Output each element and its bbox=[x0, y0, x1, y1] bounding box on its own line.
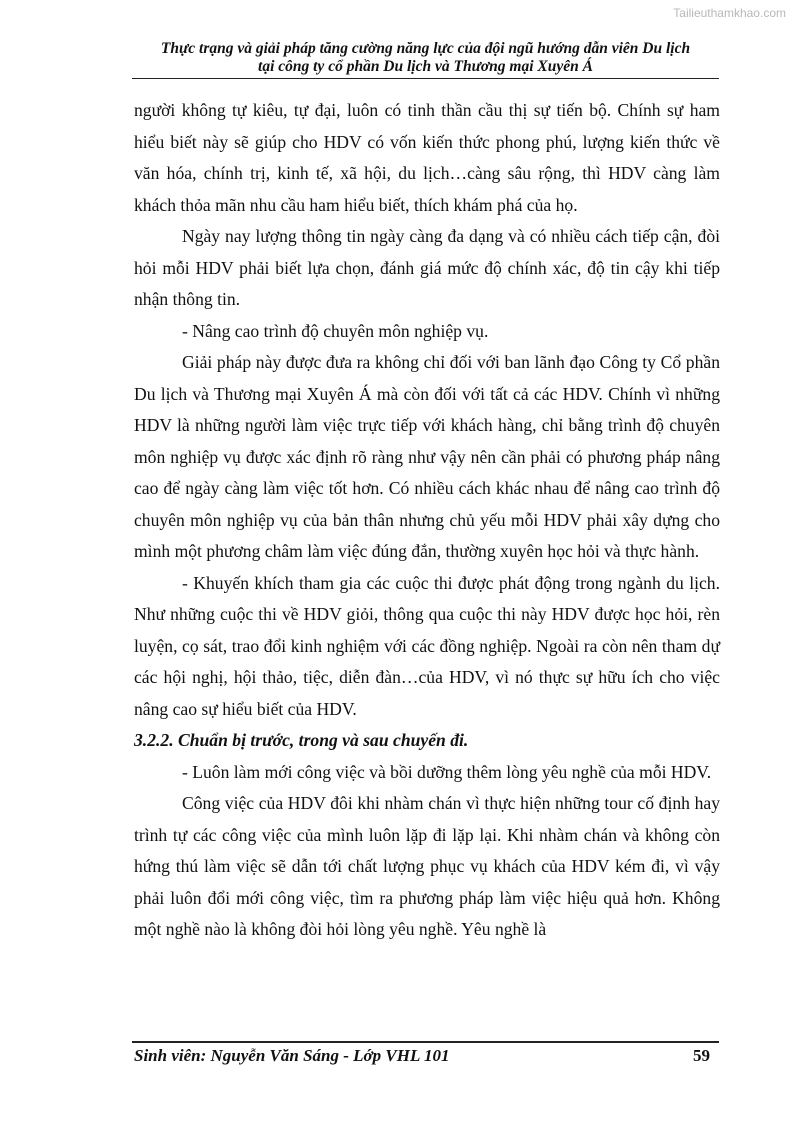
bullet-item: - Nâng cao trình độ chuyên môn nghiệp vụ. bbox=[182, 320, 489, 341]
header-title-line-2: tại công ty cổ phần Du lịch và Thương mại Xuyên Á bbox=[258, 58, 593, 75]
page-footer bbox=[134, 1046, 710, 1066]
document-body bbox=[134, 95, 720, 946]
paragraph: Ngày nay lượng thông tin ngày càng đa dạng và có nhiều cách tiếp cận, đòi hỏi mỗi HDV phải biết lựa chọn, đánh giá mức độ chính xác, độ tin cậy khi tiếp nhận thông tin. bbox=[134, 226, 720, 309]
section-heading: 3.2.2. Chuẩn bị trước, trong và sau chuyến đi. bbox=[134, 730, 469, 750]
bullet-item: - Khuyến khích tham gia các cuộc thi được phát động trong ngành du lịch. Như những cuộc thi về HDV giỏi, thông qua cuộc thi này HDV được học hỏi, rèn luyện, cọ sát, trao đổi kinh nghiệm với các đồng nghiệp. Ngoài ra còn nên tham dự các hội nghị, hội thảo, tiệc, diễn đàn…của HDV, vì nó thực sự hữu ích cho việc nâng cao sự hiểu biết của HDV. bbox=[134, 572, 720, 719]
footer-divider bbox=[132, 1041, 719, 1043]
paragraph: Giải pháp này được đưa ra không chỉ đối với ban lãnh đạo Công ty Cổ phần Du lịch và Thương mại Xuyên Á mà còn đối với tất cả các HDV. Chính vì những HDV là những người làm việc trực tiếp với khách hàng, chỉ bằng trình độ chuyên môn nghiệp vụ được xác định rõ ràng như vậy nên cần phải có phương pháp nâng cao để ngày càng làm việc tốt hơn. Có nhiều cách khác nhau để nâng cao trình độ chuyên môn nghiệp vụ của bản thân nhưng chủ yếu mỗi HDV phải xây dựng cho mình một phương châm làm việc đúng đắn, thường xuyên học hỏi và thực hành. bbox=[134, 352, 720, 561]
header-divider bbox=[132, 78, 719, 79]
footer-student-info: Sinh viên: Nguyễn Văn Sáng - Lớp VHL 101 bbox=[134, 1046, 450, 1065]
watermark: Tailieuthamkhao.com bbox=[673, 6, 786, 20]
paragraph: Công việc của HDV đôi khi nhàm chán vì thực hiện những tour cố định hay trình tự các công việc của mình luôn lặp đi lặp lại. Khi nhàm chán và không còn hứng thú làm việc sẽ dẫn tới chất lượng phục vụ khách của HDV kém đi, vì vậy phải luôn đổi mới công việc, tìm ra phương pháp làm việc hiệu quả hơn. Không một nghề nào là không đòi hỏi lòng yêu nghề. Yêu nghề là bbox=[134, 793, 720, 939]
header-title-line-1: Thực trạng và giải pháp tăng cường năng lực của đội ngũ hướng dẫn viên Du lịch bbox=[160, 40, 691, 57]
page-header bbox=[132, 40, 719, 76]
paragraph: người không tự kiêu, tự đại, luôn có tinh thần cầu thị sự tiến bộ. Chính sự ham hiểu biết này sẽ giúp cho HDV có vốn kiến thức phong phú, lượng kiến thức về văn hóa, chính trị, kinh tế, xã hội, du lịch…càng sâu rộng, thì HDV càng làm khách thỏa mãn nhu cầu ham hiểu biết, thích khám phá của họ. bbox=[134, 100, 720, 215]
page-number: 59 bbox=[693, 1046, 710, 1065]
bullet-item: - Luôn làm mới công việc và bồi dưỡng thêm lòng yêu nghề của mỗi HDV. bbox=[182, 761, 712, 782]
